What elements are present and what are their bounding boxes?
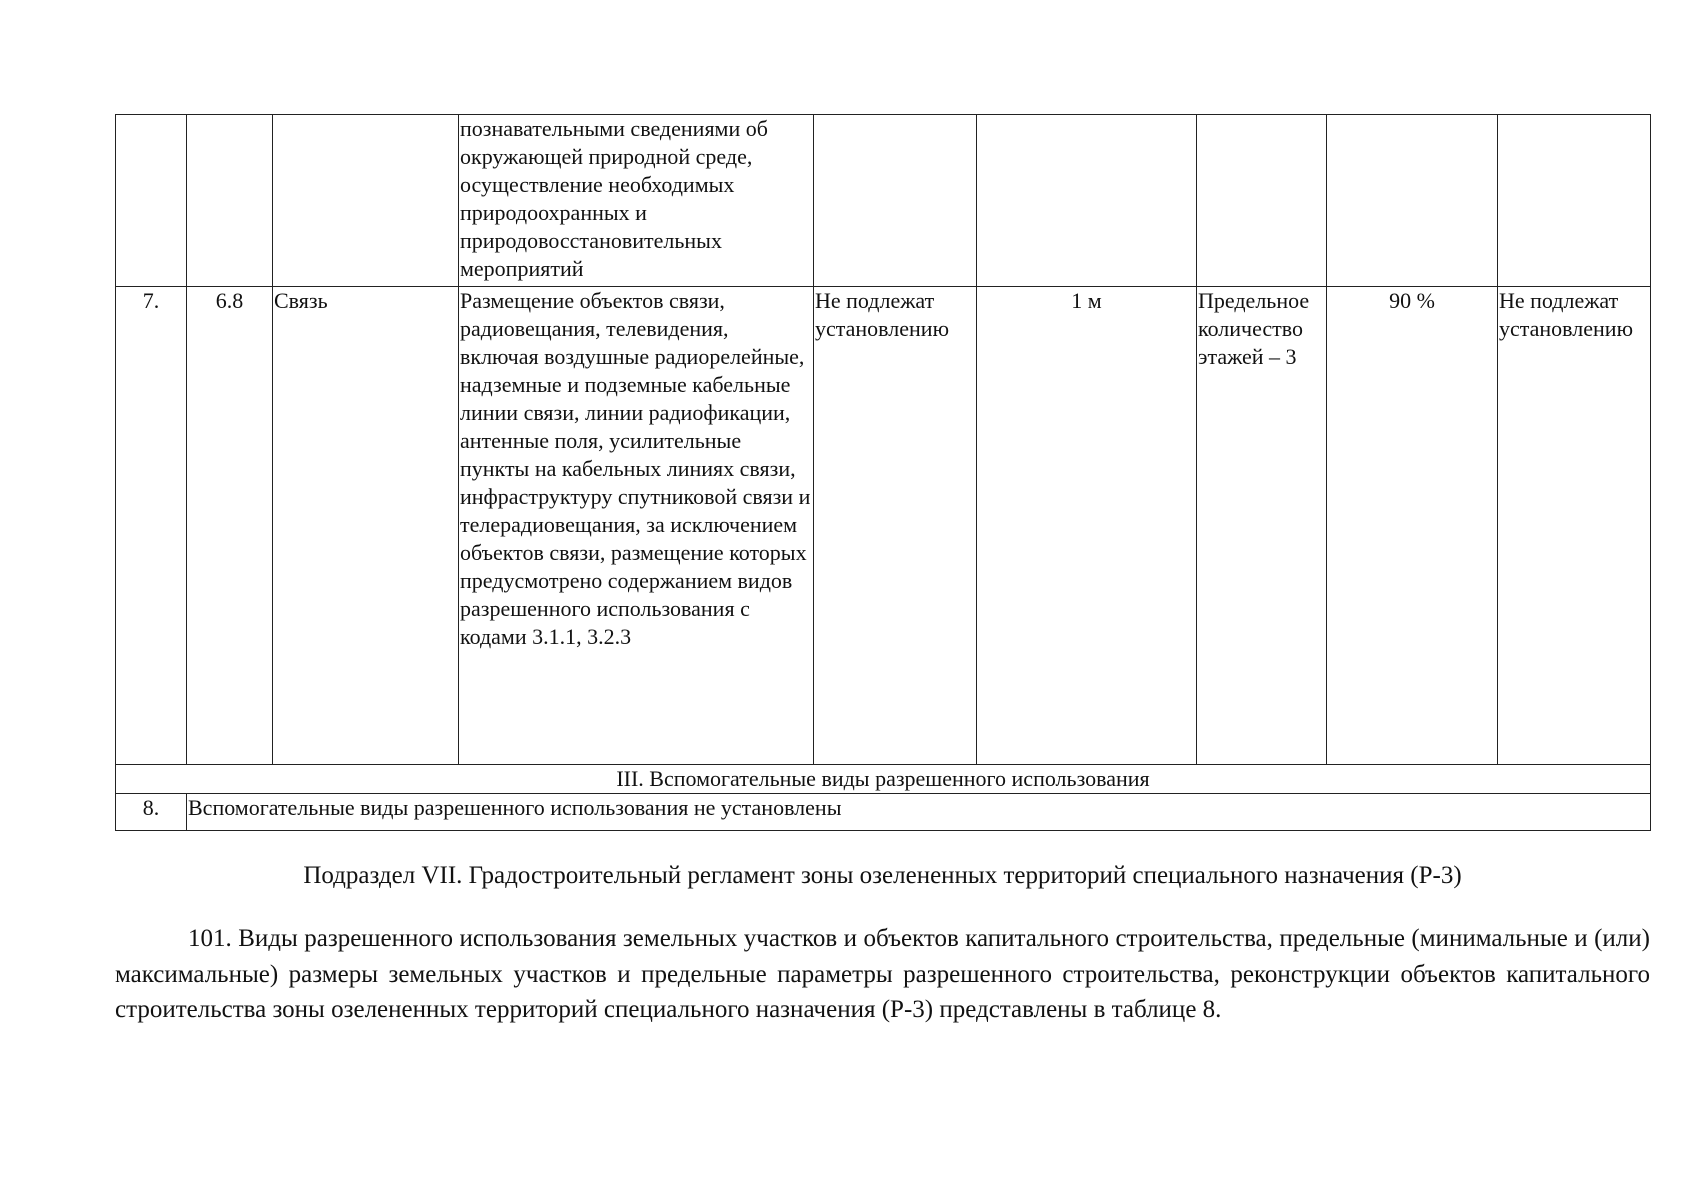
cell-plot-size-empty	[814, 115, 977, 287]
cell-name-empty	[273, 115, 459, 287]
cell-setback: 1 м	[977, 287, 1197, 765]
cell-coverage: 90 %	[1327, 287, 1498, 765]
table-row-7	[116, 287, 1651, 765]
cell-use-code: 6.8	[187, 287, 273, 765]
table-row-continued	[116, 115, 1651, 287]
cell-use-name: Связь	[273, 287, 459, 765]
cell-num-empty	[116, 115, 187, 287]
cell-description-continued: познавательными сведениями об окружающей природной среде, осуществление необходимых природоохранных и природовосстановительных мероприятий	[459, 115, 814, 287]
table-row-8	[116, 794, 1651, 831]
cell-floors-empty	[1197, 115, 1327, 287]
cell-use-description: Размещение объектов связи, радиовещания, телевидения, включая воздушные радиорелейные, надземные и подземные кабельные линии связи, линии радиофикации, антенные поля, усилительные пункты на кабельных линиях связи, инфраструктуру спутниковой связи и телерадиовещания, за исключением объектов связи, размещение которых предусмотрено содержанием видов разрешенного использования с кодами 3.1.1, 3.2.3	[459, 287, 814, 765]
cell-plot-size: Не подлежат установлению	[814, 287, 977, 765]
regulation-table	[115, 114, 1651, 831]
cell-coverage-empty	[1327, 115, 1498, 287]
cell-row-number: 7.	[116, 287, 187, 765]
cell-other-params: Не подлежат установлению	[1498, 287, 1651, 765]
paragraph-101: 101. Виды разрешенного использования земельных участков и объектов капитального строительства, предельные (минимальные и (или) максимальные) размеры земельных участков и предельные параметры разрешенного строительства, реконструкции объектов капитального строительства зоны озелененных территорий специального назначения (Р-3) представлены в таблице 8.	[115, 925, 1650, 1023]
section-iii-title: III. Вспомогательные виды разрешенного использования	[116, 765, 1651, 794]
cell-other-empty	[1498, 115, 1651, 287]
cell-code-empty	[187, 115, 273, 287]
cell-setback-empty	[977, 115, 1197, 287]
cell-row-number: 8.	[116, 794, 187, 831]
section-header-row	[116, 765, 1651, 794]
subsection-heading: Подраздел VII. Градостроительный регламент зоны озелененных территорий специального назначения (Р-3)	[303, 862, 1462, 889]
cell-auxiliary-uses: Вспомогательные виды разрешенного использования не установлены	[187, 794, 1651, 831]
cell-floors: Предельное количество этажей – 3	[1197, 287, 1327, 765]
